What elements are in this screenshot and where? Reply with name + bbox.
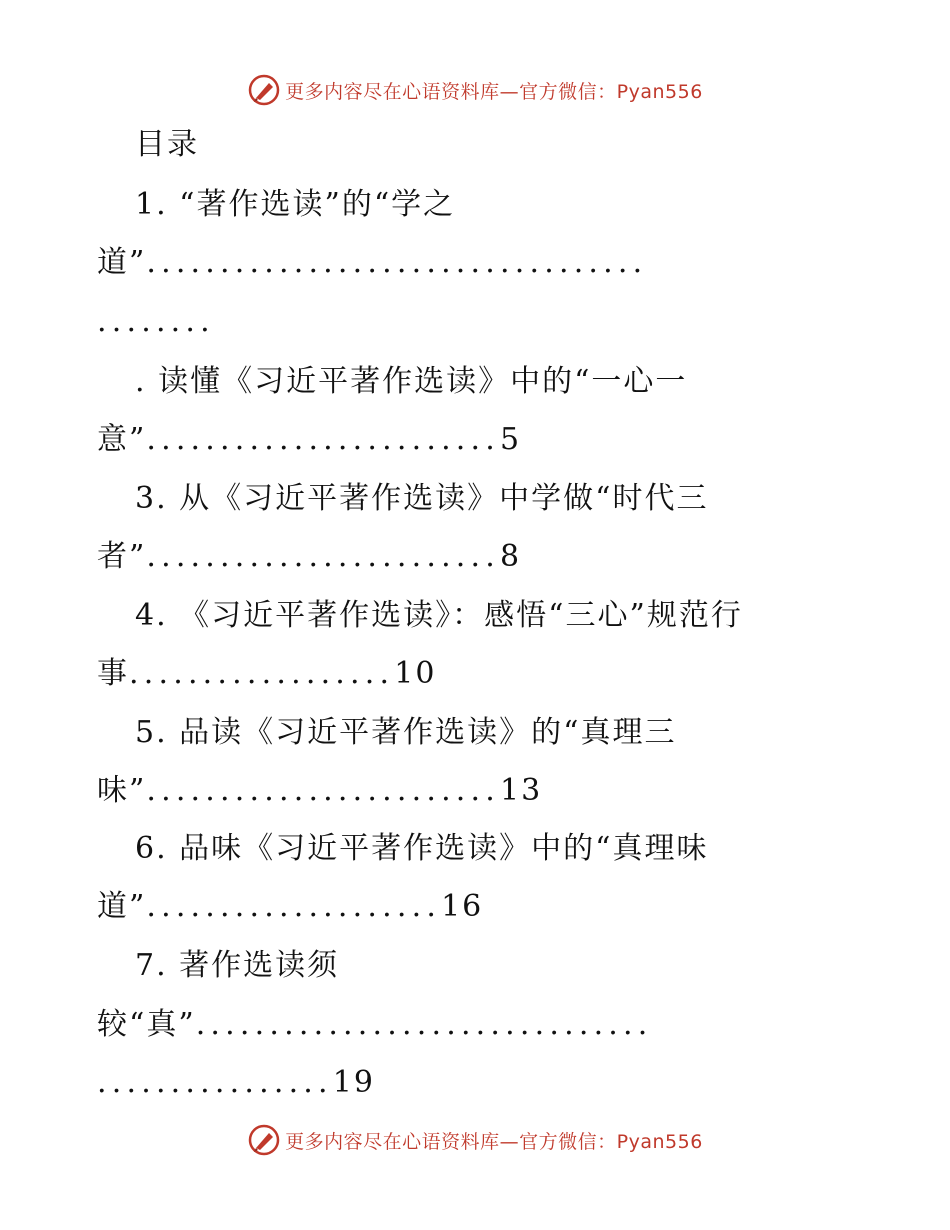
toc-entry-6-line2: 道”....................16 xyxy=(97,889,484,924)
toc-entry-3-title: 3. 从《习近平著作选读》中学做“时代三 xyxy=(135,481,709,516)
banner-text: 更多内容尽在心语资料库—官方微信：Pyan556 xyxy=(285,80,703,103)
header-banner xyxy=(0,70,950,110)
toc-entry-1-line3: ........ xyxy=(97,304,215,339)
toc-entry-6-page: 16 xyxy=(441,889,484,924)
footer-banner xyxy=(0,1120,950,1160)
toc-entry-3-line2: 者”........................8 xyxy=(97,539,522,574)
toc-entry-5-title: 5. 品读《习近平著作选读》的“真理三 xyxy=(135,715,677,750)
toc-entry-3-page: 8 xyxy=(500,539,522,574)
toc-entry-5-line2: 味”........................13 xyxy=(97,773,543,808)
toc-entry-7-title: 7. 著作选读须 xyxy=(135,948,340,983)
toc-entry-2-title: . 读懂《习近平著作选读》中的“一心一 xyxy=(135,364,688,399)
toc-entry-2-page: 5 xyxy=(500,422,522,457)
toc-entry-1-title: 1. “著作选读”的“学之 xyxy=(135,187,456,222)
toc-entry-7-line2: 较“真”............................... xyxy=(97,1007,653,1042)
toc-entry-1-line2: 道”.................................. xyxy=(97,245,648,280)
toc-title: 目录 xyxy=(135,127,199,162)
toc-entry-4-page: 10 xyxy=(394,656,437,691)
toc-entry-4-line2: 事..................10 xyxy=(97,656,437,691)
toc-entry-7-line3: ................19 xyxy=(97,1065,375,1100)
wechat-id: Pyan556 xyxy=(616,1130,703,1153)
toc-entry-6-title: 6. 品味《习近平著作选读》中的“真理味 xyxy=(135,831,709,866)
toc-entry-7-page: 19 xyxy=(332,1065,375,1100)
pen-logo-icon xyxy=(247,1123,281,1157)
wechat-id: Pyan556 xyxy=(616,80,703,103)
toc-entry-5-page: 13 xyxy=(500,773,543,808)
banner-text: 更多内容尽在心语资料库—官方微信：Pyan556 xyxy=(285,1130,703,1153)
toc-entry-4-title: 4. 《习近平著作选读》：感悟“三心”规范行 xyxy=(135,598,743,633)
toc-entry-2-line2: 意”........................5 xyxy=(97,422,522,457)
pen-logo-icon xyxy=(247,73,281,107)
